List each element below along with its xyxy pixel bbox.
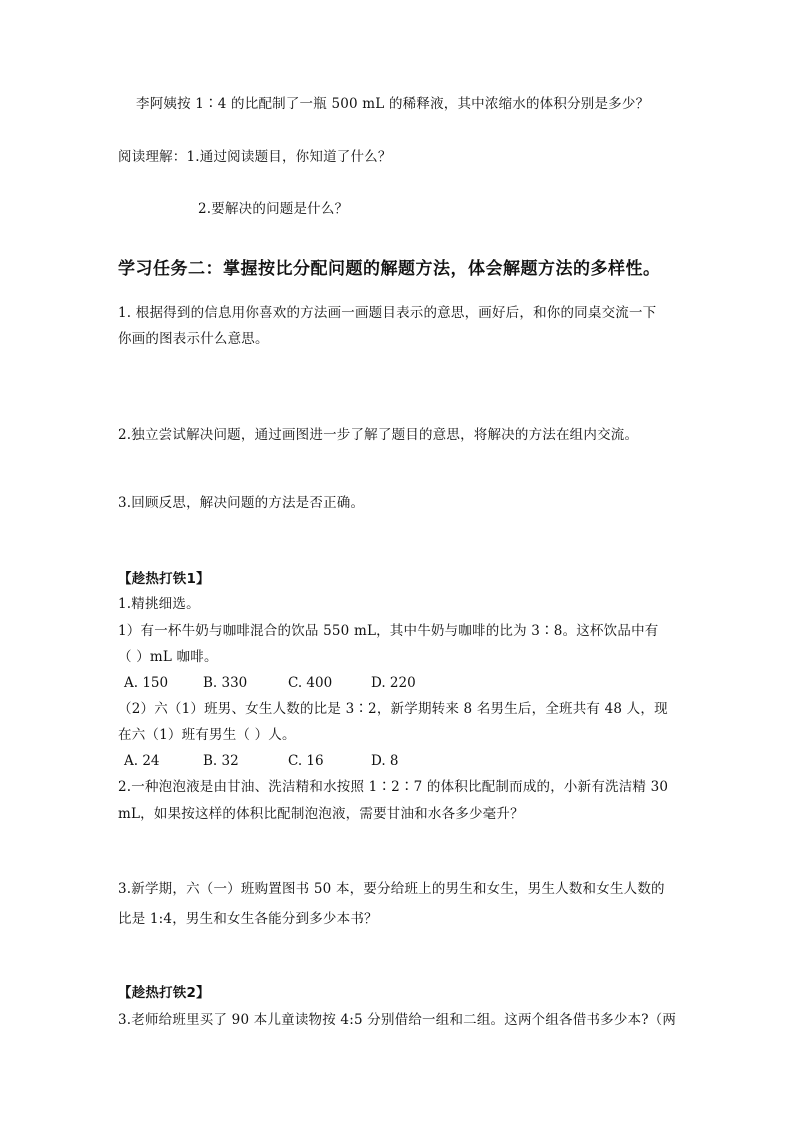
practice1-q2-line2: 在六（1）班有男生（ ）人。: [118, 727, 296, 743]
practice1-p3-line2: 比是 1:4，男生和女生各能分到多少本书？: [118, 911, 378, 927]
practice1-section1: 1.精挑细选。: [118, 596, 200, 612]
practice1-p2-line2: mL，如果按这样的体积比配制泡泡液，需要甘油和水各多少毫升？: [118, 806, 524, 822]
practice2-header: 【趁热打铁2】: [118, 985, 210, 1001]
task2-title: 学习任务二：掌握按比分配问题的解题方法，体会解题方法的多样性。: [118, 259, 661, 279]
q1-option-c: C. 400: [288, 675, 333, 691]
practice1-p3-line1: 3.新学期，六（一）班购置图书 50 本，要分给班上的男生和女生，男生人数和女生人数的: [118, 881, 665, 897]
task2-item2: 2.独立尝试解决问题，通过画图进一步了解了题目的意思，将解决的方法在组内交流。: [118, 427, 639, 443]
practice1-p2-line1: 2.一种泡泡液是由甘油、洗洁精和水按照 1∶2∶7 的体积比配制而成的，小新有洗洁精 30: [118, 779, 669, 795]
q1-option-a: A. 150: [124, 675, 169, 691]
reading-question-2: 2.要解决的问题是什么？: [198, 201, 349, 217]
practice2-p3-line1: 3.老师给班里买了 90 本儿童读物按 4:5 分别借给一组和二组。这两个组各借书多少本?（两: [118, 1012, 677, 1028]
q2-option-d: D. 8: [371, 753, 399, 769]
practice1-header: 【趁热打铁1】: [118, 571, 210, 587]
task2-item1-line1: 1. 根据得到的信息用你喜欢的方法画一画题目表示的意思，画好后，和你的同桌交流一下: [118, 305, 657, 321]
practice1-q1-line1: 1）有一杯牛奶与咖啡混合的饮品 550 mL，其中牛奶与咖啡的比为 3∶8。这杯饮品中有: [118, 623, 659, 639]
q2-option-c: C. 16: [288, 753, 324, 769]
practice1-q1-line2: （ ）mL 咖啡。: [118, 649, 218, 665]
reading-question-1: 阅读理解：1.通过阅读题目，你知道了什么？: [118, 149, 392, 165]
q1-option-b: B. 330: [203, 675, 248, 691]
intro-problem: 李阿姨按 1∶4 的比配制了一瓶 500 mL 的稀释液，其中浓缩水的体积分别是多少？: [136, 96, 650, 112]
task2-item1-line2: 你画的图表示什么意思。: [118, 331, 269, 347]
q1-option-d: D. 220: [371, 675, 416, 691]
practice1-q2-line1: （2）六（1）班男、女生人数的比是 3∶2，新学期转来 8 名男生后，全班共有 48 人，现: [118, 701, 668, 717]
q2-option-b: B. 32: [203, 753, 239, 769]
q2-option-a: A. 24: [124, 753, 160, 769]
task2-item3: 3.回顾反思，解决问题的方法是否正确。: [118, 495, 365, 511]
